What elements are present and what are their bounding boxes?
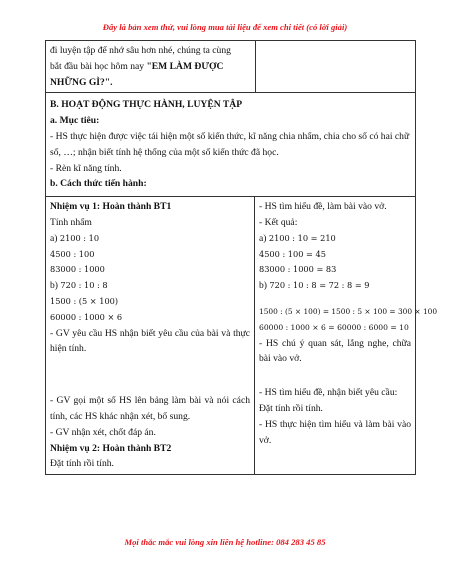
section-b-heading: B. HOẠT ĐỘNG THỰC HÀNH, LUYỆN TẬP — [50, 99, 243, 111]
student-response-4: Đặt tính rồi tính. — [259, 402, 323, 414]
intro-line-2: bắt đầu bài học hôm nay "EM LÀM ĐƯỢC — [50, 60, 224, 72]
exercise-b2: 1500 : (5 × 100) — [50, 295, 119, 306]
result-label: - Kết quả: — [259, 216, 298, 228]
goal-text: - HS thực hiện được việc tái hiện một số kiến thức, kĩ năng chia nhẩm, chia cho số có hai chữ số, …; nhận biết tính hệ thống của một số kiến thức đã học. — [50, 130, 410, 158]
lesson-table — [45, 40, 438, 475]
preview-banner: Đây là bản xem thử, vui lòng mua tài liệu để xem chi tiết (có lời giải) — [102, 22, 348, 32]
task1-title: Nhiệm vụ 1: Hoàn thành BT1 — [50, 201, 172, 213]
result-b3: 60000 : 1000 × 6 = 60000 : 6000 = 10 — [259, 322, 409, 332]
exercise-a3: 83000 : 1000 — [50, 264, 105, 275]
student-response-1: - HS tìm hiểu đề, làm bài vào vở. — [259, 201, 387, 213]
method-label: b. Cách thức tiến hành: — [50, 178, 147, 190]
intro-right-cell — [256, 41, 415, 92]
intro-cell — [46, 41, 256, 92]
intro-line-1: đi luyện tập để nhớ sâu hơn nhé, chúng ta cùng — [50, 45, 231, 56]
hotline-banner: Mọi thắc mắc vui lòng xin liên hệ hotline: 084 283 45 85 — [124, 537, 326, 547]
result-a3: 83000 : 1000 = 83 — [259, 264, 337, 275]
activity-row — [46, 197, 438, 474]
goal-label: a. Mục tiêu: — [50, 115, 100, 127]
task1-subtitle: Tính nhẩm — [50, 216, 92, 228]
section-b — [46, 92, 415, 197]
student-column — [255, 197, 438, 474]
exercise-a1: a) 2100 : 10 — [50, 232, 100, 244]
task2-subtitle: Đặt tính rồi tính. — [50, 458, 114, 470]
intro-row — [46, 41, 415, 92]
result-b1: b) 720 : 10 : 8 = 72 : 8 = 9 — [259, 280, 370, 292]
student-response-5: - HS thực hiện tìm hiểu và làm bài vào vở. — [259, 418, 411, 446]
exercise-b1: b) 720 : 10 : 8 — [50, 280, 108, 292]
student-response-3: - HS tìm hiểu đề, nhận biết yêu cầu: — [259, 387, 398, 399]
student-response-2: - HS chú ý quan sát, lắng nghe, chữa bài vào vở. — [259, 337, 411, 365]
result-a1: a) 2100 : 10 = 210 — [259, 232, 336, 244]
teacher-instruction-2: - GV gọi một số HS lên bảng làm bài và nói cách tính, các HS khác nhận xét, bổ sung. — [50, 395, 250, 422]
teacher-instruction-3: - GV nhận xét, chốt đáp án. — [50, 426, 156, 438]
result-b2: 1500 : (5 × 100) = 1500 : 5 × 100 = 300 × 100 — [259, 306, 438, 316]
skill-text: - Rèn kĩ năng tính. — [50, 162, 122, 174]
teacher-column — [46, 197, 255, 474]
exercise-b3: 60000 : 1000 × 6 — [50, 311, 123, 322]
task2-title: Nhiệm vụ 2: Hoàn thành BT2 — [50, 442, 172, 454]
result-a2: 4500 : 100 = 45 — [259, 248, 326, 259]
teacher-instruction-1: - GV yêu cầu HS nhận biết yêu cầu của bài và thực hiện tính. — [50, 327, 250, 355]
intro-line-3: NHỮNG GÌ?". — [50, 76, 113, 88]
exercise-a2: 4500 : 100 — [50, 248, 95, 259]
